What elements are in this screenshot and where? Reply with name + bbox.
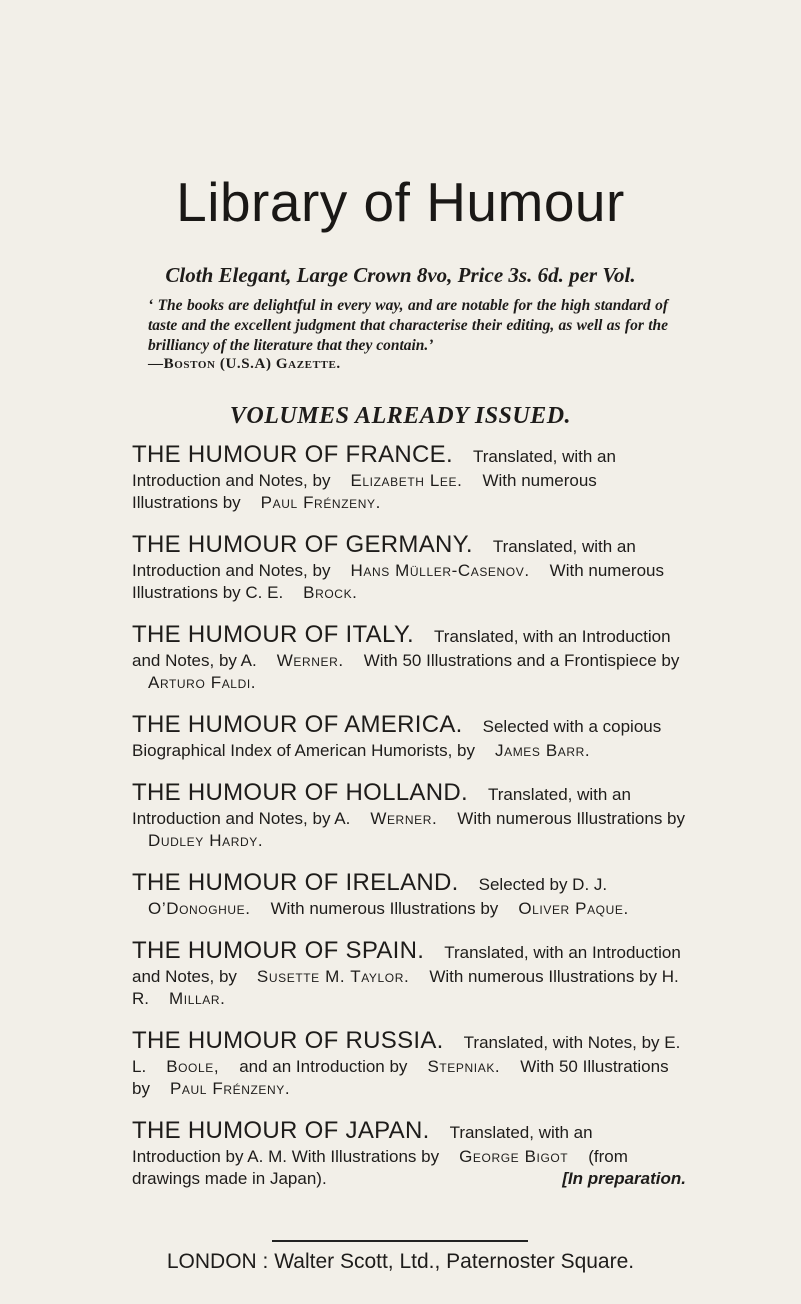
volume-illustrator: Paul Frénzeny. [260, 493, 381, 512]
volume-entry [132, 778, 686, 852]
quote-attribution: —Boston (U.S.A) Gazette. [148, 356, 341, 372]
volume-description: and an Introduction by [239, 1057, 408, 1076]
volume-entry [132, 710, 686, 762]
page-title: Library of Humour [176, 171, 625, 233]
volume-editor: O’Donoghue. [148, 899, 251, 918]
volume-illustrator: George Bigot [459, 1147, 569, 1166]
press-quote: ‘ The books are delightful in every way, and are notable for the high standard of taste and the excellent judgment that characterise their editing, as well as for the brilliancy of the literature that they contain.’ [148, 297, 668, 354]
volume-description: With numerous Illustrations by C. E. [132, 561, 664, 602]
volume-title: THE HUMOUR OF JAPAN. [132, 1117, 430, 1144]
volume-description: Translated, with an Introduction and Notes, by [132, 537, 636, 580]
volume-description: Selected by D. J. [478, 875, 608, 894]
volume-introducer: Stepniak. [427, 1057, 501, 1076]
volume-description: With numerous Illustrations by H. R. [132, 967, 679, 1008]
price-line: Cloth Elegant, Large Crown 8vo, Price 3s. 6d. per Vol. [165, 263, 636, 287]
volume-illustrator: Arturo Faldi. [148, 673, 257, 692]
volume-entry [132, 620, 686, 694]
publisher-imprint: LONDON : Walter Scott, Ltd., Paternoster Square. [166, 1250, 635, 1273]
volume-title: THE HUMOUR OF ITALY. [132, 621, 415, 648]
volume-illustrator: Paul Frénzeny. [169, 1079, 291, 1098]
volume-description: Translated, with an Introduction and Notes, by A. [132, 627, 671, 670]
volume-title: THE HUMOUR OF IRELAND. [132, 869, 459, 896]
volume-title: THE HUMOUR OF SPAIN. [132, 937, 425, 964]
volume-entry [132, 440, 686, 514]
volume-editor: Werner. [276, 651, 344, 670]
volume-description: With 50 Illustrations and a Frontispiece by [363, 651, 680, 670]
volume-illustrator: Dudley Hardy. [148, 831, 264, 850]
volume-description: Translated, with an Introduction by A. M. With Illustrations by [132, 1123, 593, 1166]
volume-description: Translated, with an Introduction and Notes, by A. [132, 785, 631, 828]
volume-description: With numerous Illustrations by [132, 471, 597, 512]
volume-entry [132, 1116, 686, 1190]
volume-description: Translated, with Notes, by E. L. [132, 1033, 681, 1076]
volume-title: THE HUMOUR OF FRANCE. [132, 441, 453, 468]
volume-editor: Hans Müller-Casenov. [350, 561, 530, 580]
volume-title: THE HUMOUR OF HOLLAND. [132, 779, 468, 806]
volume-description: With numerous Illustrations by [270, 899, 499, 918]
volume-entry [132, 936, 686, 1010]
volume-description: Translated, with an Introduction and Notes, by [132, 943, 681, 986]
volume-description: With 50 Illustrations by [132, 1057, 669, 1098]
volume-editor: James Barr. [495, 741, 591, 760]
volume-editor: Elizabeth Lee. [350, 471, 463, 490]
volume-entry [132, 1026, 686, 1100]
publication-status: [In preparation. [562, 1169, 686, 1188]
volume-description: With numerous Illustrations by [457, 809, 685, 828]
volume-list [132, 440, 686, 1206]
volume-entry [132, 530, 686, 604]
volume-description: Translated, with an Introduction and Notes, by [132, 447, 616, 490]
volume-illustrator: Brock. [303, 583, 358, 602]
volume-illustrator: Oliver Paque. [518, 899, 629, 918]
volume-illustrator: Millar. [169, 989, 226, 1008]
volume-editor: Boole, [166, 1057, 220, 1076]
divider-rule [272, 1240, 528, 1242]
volume-description: (from drawings made in Japan). [132, 1147, 628, 1188]
volume-title: THE HUMOUR OF RUSSIA. [132, 1027, 444, 1054]
section-heading: VOLUMES ALREADY ISSUED. [229, 403, 572, 429]
volume-entry [132, 868, 686, 920]
volume-title: THE HUMOUR OF AMERICA. [132, 711, 463, 738]
volume-editor: Werner. [370, 809, 438, 828]
volume-title: THE HUMOUR OF GERMANY. [132, 531, 473, 558]
volume-description: Selected with a copious Biographical Index of American Humorists, by [132, 717, 662, 760]
volume-editor: Susette M. Taylor. [256, 967, 410, 986]
